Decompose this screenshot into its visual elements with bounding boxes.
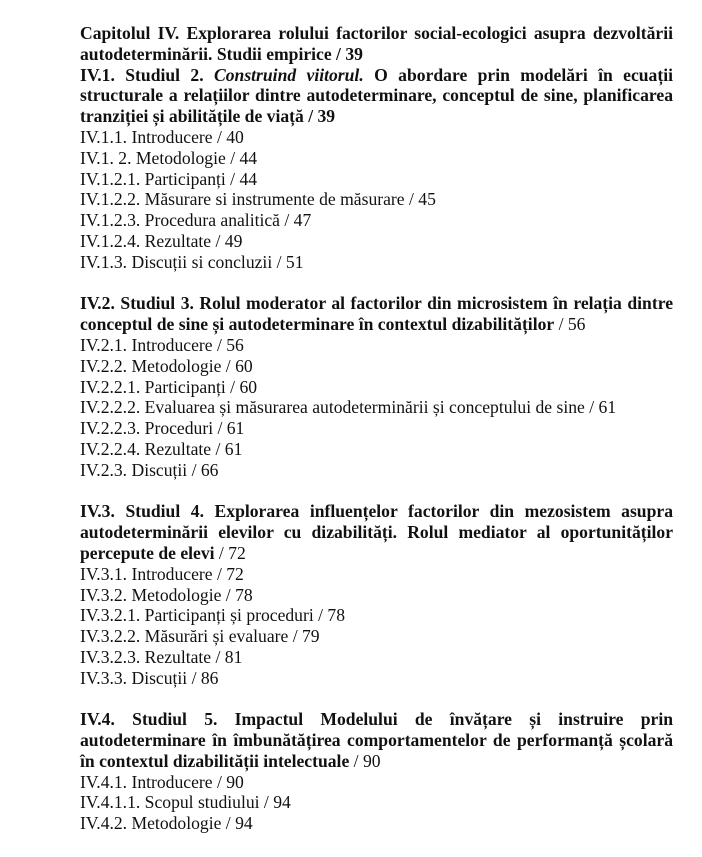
heading-italic-title: Construind viitorul. (214, 64, 364, 85)
toc-entry: IV.2.2.1. Participanți / 60 (80, 376, 258, 397)
toc-entry: IV.1. 2. Metodologie / 44 (80, 147, 258, 168)
chapter-heading: Capitolul IV. Explorarea rolului factorilor social-ecologici asupra dezvoltării autodeterminării. Studii empirice / 39 (80, 23, 673, 64)
section-iv-1 (80, 65, 673, 273)
toc-entry: IV.1.3. Discuții si concluzii / 51 (80, 251, 304, 272)
heading-page-number: / 90 (349, 750, 381, 771)
section-iv-2 (80, 293, 673, 480)
spacer (80, 273, 673, 294)
toc-entry: IV.3.2.2. Măsurări și evaluare / 79 (80, 626, 320, 647)
section-heading (80, 501, 673, 563)
toc-entry: IV.2.2.3. Proceduri / 61 (80, 418, 245, 439)
section-heading (80, 709, 673, 771)
toc-entry: IV.4.2. Metodologie / 94 (80, 813, 253, 834)
toc-entry: IV.1.2.2. Măsurare si instrumente de măsurare / 45 (80, 189, 436, 210)
toc-entry: IV.1.1. Introducere / 40 (80, 126, 244, 147)
toc-entry: IV.3.2. Metodologie / 78 (80, 584, 253, 605)
toc-entry: IV.2.2.2. Evaluarea și măsurarea autodeterminării și conceptului de sine / 61 (80, 397, 617, 418)
toc-entry: IV.2.2. Metodologie / 60 (80, 355, 253, 376)
toc-entry: IV.3.2.1. Participanți și proceduri / 78 (80, 605, 346, 626)
toc-entry: IV.1.2.3. Procedura analitică / 47 (80, 210, 312, 231)
spacer (80, 689, 673, 710)
section-heading (80, 293, 673, 335)
toc-entry: IV.3.3. Discuții / 86 (80, 667, 219, 688)
toc-entry: IV.3.1. Introducere / 72 (80, 563, 244, 584)
heading-page-number: / 72 (214, 542, 246, 563)
table-of-contents (80, 23, 673, 834)
toc-entry: IV.4.1. Introducere / 90 (80, 771, 244, 792)
section-iv-4 (80, 709, 673, 834)
heading-text: IV.2. Studiul 3. Rolul moderator al factorilor din microsistem în relația dintre conceptul de sine și autodeterminare în contextul dizabilităților (80, 293, 673, 335)
toc-entry: IV.1.2.1. Participanți / 44 (80, 168, 258, 189)
section-heading (80, 65, 673, 127)
toc-entry: IV.2.1. Introducere / 56 (80, 334, 244, 355)
heading-rest: O abordare prin modelări în ecuații structurale a relațiilor dintre autodeterminare, conceptul de sine, planificarea tranziției și abilitățile de viață / 39 (80, 64, 673, 127)
heading-text: IV.4. Studiul 5. Impactul Modelului de învățare și instruire prin autodeterminare în îmbunătățirea comportamentelor de performanță școlară în contextul dizabilității intelectuale (80, 709, 673, 771)
section-iv-3 (80, 501, 673, 688)
toc-entry: IV.3.2.3. Rezultate / 81 (80, 646, 243, 667)
toc-entry: IV.1.2.4. Rezultate / 49 (80, 230, 243, 251)
toc-entry: IV.4.1.1. Scopul studiului / 94 (80, 792, 291, 813)
heading-text: IV.3. Studiul 4. Explorarea influențelor factorilor din mezosistem asupra autodeterminării elevilor cu dizabilități. Rolul mediator al oportunităților percepute de elevi (80, 501, 673, 563)
toc-entry: IV.2.3. Discuții / 66 (80, 459, 219, 480)
heading-page-number: / 56 (554, 314, 586, 335)
spacer (80, 481, 673, 502)
toc-entry: IV.2.2.4. Rezultate / 61 (80, 438, 243, 459)
heading-prefix: IV.1. Studiul 2. (80, 64, 214, 85)
